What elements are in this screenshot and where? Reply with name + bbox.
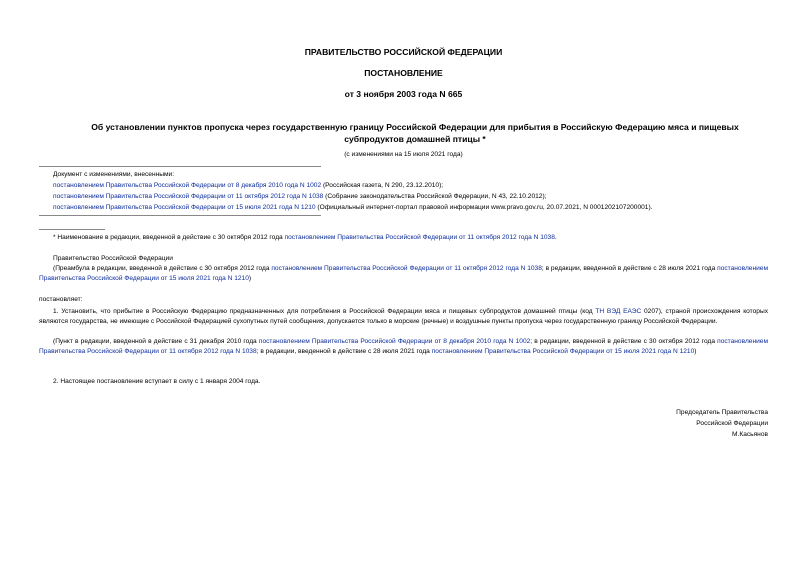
paragraph-text: 1. Установить, что прибытие в Российскую Федерацию предназначенных для потребления в Российской Федерации мяса и пищевых субпродуктов домашней птицы (код — [53, 308, 596, 315]
note-text: (Преамбула в редакции, введенной в действие с 30 октября 2012 года — [53, 265, 272, 272]
government-heading: ПРАВИТЕЛЬСТВО РОССИЙСКОЙ ФЕДЕРАЦИИ — [304, 47, 503, 57]
footnote-link[interactable]: постановлением Правительства Российской Федерации от 11 октября 2012 года N 1038 — [284, 234, 555, 241]
amendment-link[interactable]: постановлением Правительства Российской Федерации от 11 октября 2012 года N 1038 — [53, 193, 324, 200]
amendments-intro: Документ с изменениями, внесенными: — [53, 171, 175, 178]
footnote-divider — [39, 229, 105, 230]
preamble: Правительство Российской Федерации — [53, 255, 173, 262]
note-text: ) — [694, 347, 697, 355]
paragraph-1 — [39, 307, 768, 326]
signature-org: Российской Федерации — [696, 420, 768, 427]
amendment-item — [53, 181, 443, 190]
amendments-top-divider — [39, 166, 321, 167]
document-title: Об установлении пунктов пропуска через государственную границу Российской Федерации для прибытия в Российскую Федерацию мяса и пищевых субпродуктов домашней птицы * — [91, 122, 739, 144]
amendment-item — [53, 192, 546, 201]
signature-title: Председатель Правительства — [676, 409, 768, 416]
footnote-end: . — [554, 234, 557, 241]
signature-name: М.Касьянов — [732, 431, 768, 438]
note-link[interactable]: постановлением Правительства Российской Федерации от 11 октября 2012 года N 1038 — [271, 265, 542, 272]
note-text: ; в редакции, введенной в действие с 28 июля 2021 года — [541, 265, 718, 272]
note-link[interactable]: постановлением Правительства Российской Федерации от 15 июля 2021 года N 1210 — [39, 265, 768, 282]
paragraph-2: 2. Настоящее постановление вступает в силу с 1 января 2004 года. — [53, 378, 261, 385]
tn-ved-link[interactable]: ТН ВЭД ЕАЭС — [595, 308, 642, 315]
note-text: ; в редакции, введенной в действие с 30 октября 2012 года — [530, 338, 718, 345]
amendment-source: (Российская газета, N 290, 23.12.2010); — [321, 182, 444, 189]
paragraph-text: 0207), страной происхождения которых являются государства, не имеющие с Российской Федерацией сухопутных путей сообщения, допускается только в морские (речные) и воздушные пункты пропуска через государственную границу Российской Федерации. — [39, 308, 768, 325]
document-date-heading: от 3 ноября 2003 года N 665 — [344, 89, 463, 99]
note-text: (Пункт в редакции, введенной в действие с 31 декабря 2010 года — [53, 338, 259, 345]
note-link[interactable]: постановлением Правительства Российской Федерации от 8 декабря 2010 года N 1002 — [258, 338, 531, 345]
changes-note: (с изменениями на 15 июля 2021 года) — [344, 151, 463, 158]
note-link[interactable]: постановлением Правительства Российской Федерации от 15 июля 2021 года N 1210 — [431, 347, 695, 355]
amendments-bottom-divider — [39, 215, 321, 216]
amendment-source: (Собрание законодательства Российской Федерации, N 43, 22.10.2012); — [323, 193, 547, 200]
document-type-heading: ПОСТАНОВЛЕНИЕ — [364, 68, 443, 78]
amendment-link[interactable]: постановлением Правительства Российской Федерации от 15 июля 2021 года N 1210 — [53, 204, 316, 211]
preamble-note — [39, 264, 768, 283]
paragraph-1-note — [39, 337, 768, 356]
footnote-text: * Наименование в редакции, введенной в действие с 30 октября 2012 года — [53, 234, 285, 241]
note-link[interactable]: постановлением Правительства Российской Федерации от 11 октября 2012 года N 1038 — [39, 338, 768, 355]
note-text: ) — [248, 274, 252, 282]
decree-word: постановляет: — [39, 296, 83, 303]
note-text: ; в редакции, введенной в действие с 28 июля 2021 года — [256, 347, 432, 355]
amendment-item — [53, 203, 653, 212]
amendment-link[interactable]: постановлением Правительства Российской Федерации от 8 декабря 2010 года N 1002 — [53, 182, 322, 189]
amendment-source: (Официальный интернет-портал правовой информации www.pravo.gov.ru, 20.07.2021, N 0001202107200001). — [315, 204, 653, 211]
footnote — [53, 233, 557, 242]
